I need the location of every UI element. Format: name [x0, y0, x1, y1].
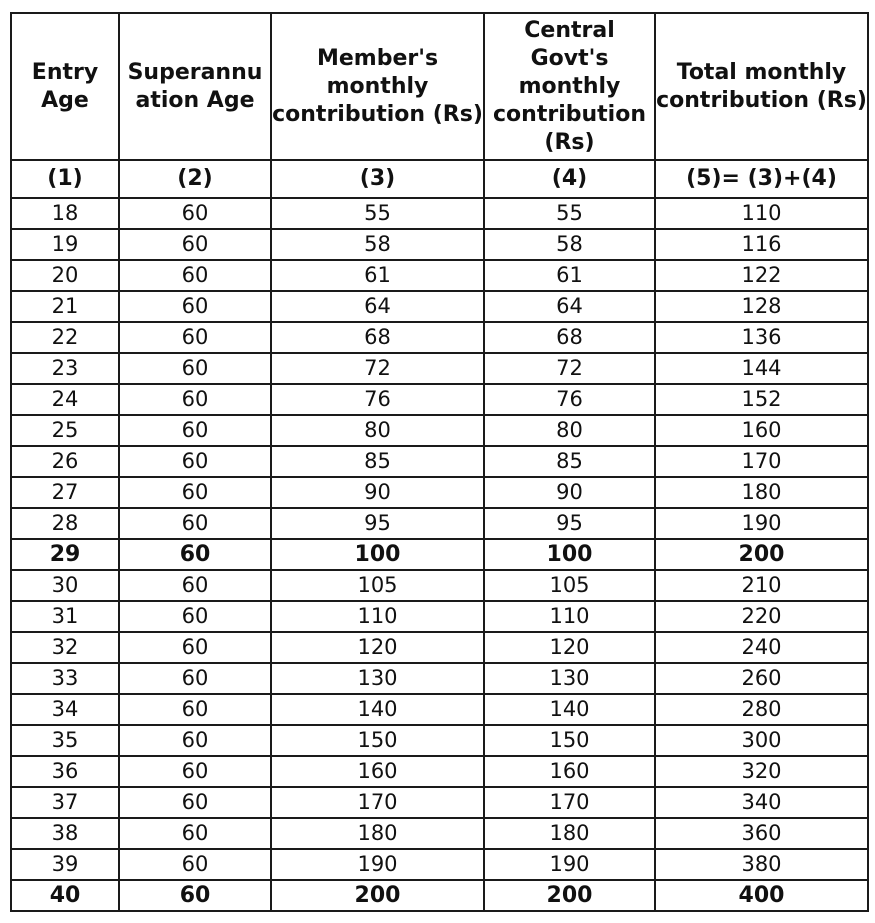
cell-govt-contribution: 85 — [484, 446, 655, 477]
table-row — [11, 446, 868, 477]
cell-govt-contribution: 140 — [484, 694, 655, 725]
cell-govt-contribution: 95 — [484, 508, 655, 539]
cell-total-contribution: 360 — [655, 818, 868, 849]
cell-entry-age: 25 — [11, 415, 119, 446]
table-body — [11, 198, 868, 911]
cell-govt-contribution: 64 — [484, 291, 655, 322]
cell-superannuation-age: 60 — [119, 601, 271, 632]
table-row — [11, 725, 868, 756]
cell-total-contribution: 180 — [655, 477, 868, 508]
cell-member-contribution: 190 — [271, 849, 484, 880]
cell-entry-age: 38 — [11, 818, 119, 849]
cell-entry-age: 28 — [11, 508, 119, 539]
cell-total-contribution: 380 — [655, 849, 868, 880]
cell-total-contribution: 300 — [655, 725, 868, 756]
cell-govt-contribution: 180 — [484, 818, 655, 849]
cell-govt-contribution: 130 — [484, 663, 655, 694]
contribution-table — [10, 12, 869, 912]
cell-superannuation-age: 60 — [119, 508, 271, 539]
cell-govt-contribution: 76 — [484, 384, 655, 415]
cell-member-contribution: 170 — [271, 787, 484, 818]
cell-entry-age: 37 — [11, 787, 119, 818]
table-row — [11, 539, 868, 570]
cell-entry-age: 35 — [11, 725, 119, 756]
cell-entry-age: 20 — [11, 260, 119, 291]
cell-member-contribution: 200 — [271, 880, 484, 911]
cell-entry-age: 22 — [11, 322, 119, 353]
cell-total-contribution: 170 — [655, 446, 868, 477]
table-row — [11, 477, 868, 508]
table-row — [11, 632, 868, 663]
table-row — [11, 198, 868, 229]
table-row — [11, 322, 868, 353]
table-row — [11, 260, 868, 291]
cell-superannuation-age: 60 — [119, 384, 271, 415]
cell-total-contribution: 160 — [655, 415, 868, 446]
cell-member-contribution: 95 — [271, 508, 484, 539]
cell-member-contribution: 76 — [271, 384, 484, 415]
header-superannuation-age: Superannu ation Age — [119, 13, 271, 160]
cell-govt-contribution: 55 — [484, 198, 655, 229]
table-row — [11, 415, 868, 446]
cell-govt-contribution: 160 — [484, 756, 655, 787]
cell-member-contribution: 72 — [271, 353, 484, 384]
table-row — [11, 570, 868, 601]
cell-total-contribution: 340 — [655, 787, 868, 818]
cell-superannuation-age: 60 — [119, 229, 271, 260]
table-row — [11, 694, 868, 725]
cell-member-contribution: 80 — [271, 415, 484, 446]
column-number: (1) — [11, 160, 119, 198]
cell-entry-age: 34 — [11, 694, 119, 725]
column-number: (4) — [484, 160, 655, 198]
column-number: (5)= (3)+(4) — [655, 160, 868, 198]
cell-superannuation-age: 60 — [119, 756, 271, 787]
cell-govt-contribution: 105 — [484, 570, 655, 601]
cell-total-contribution: 210 — [655, 570, 868, 601]
table-row — [11, 229, 868, 260]
cell-member-contribution: 61 — [271, 260, 484, 291]
cell-member-contribution: 120 — [271, 632, 484, 663]
cell-member-contribution: 105 — [271, 570, 484, 601]
cell-member-contribution: 85 — [271, 446, 484, 477]
cell-superannuation-age: 60 — [119, 787, 271, 818]
table-row — [11, 880, 868, 911]
cell-govt-contribution: 68 — [484, 322, 655, 353]
cell-govt-contribution: 100 — [484, 539, 655, 570]
cell-govt-contribution: 120 — [484, 632, 655, 663]
cell-superannuation-age: 60 — [119, 818, 271, 849]
header-govt-contribution: Central Govt's monthly contribution (Rs) — [484, 13, 655, 160]
cell-superannuation-age: 60 — [119, 260, 271, 291]
contribution-table-container — [10, 12, 867, 912]
cell-member-contribution: 150 — [271, 725, 484, 756]
cell-member-contribution: 68 — [271, 322, 484, 353]
cell-govt-contribution: 72 — [484, 353, 655, 384]
cell-superannuation-age: 60 — [119, 322, 271, 353]
cell-superannuation-age: 60 — [119, 446, 271, 477]
cell-member-contribution: 64 — [271, 291, 484, 322]
cell-entry-age: 33 — [11, 663, 119, 694]
cell-entry-age: 30 — [11, 570, 119, 601]
cell-entry-age: 18 — [11, 198, 119, 229]
cell-govt-contribution: 170 — [484, 787, 655, 818]
cell-entry-age: 21 — [11, 291, 119, 322]
table-row — [11, 663, 868, 694]
cell-superannuation-age: 60 — [119, 539, 271, 570]
cell-entry-age: 40 — [11, 880, 119, 911]
header-row — [11, 13, 868, 160]
cell-total-contribution: 128 — [655, 291, 868, 322]
cell-member-contribution: 180 — [271, 818, 484, 849]
cell-member-contribution: 55 — [271, 198, 484, 229]
cell-entry-age: 32 — [11, 632, 119, 663]
cell-superannuation-age: 60 — [119, 291, 271, 322]
header-entry-age: Entry Age — [11, 13, 119, 160]
table-row — [11, 756, 868, 787]
table-row — [11, 291, 868, 322]
cell-entry-age: 23 — [11, 353, 119, 384]
cell-total-contribution: 280 — [655, 694, 868, 725]
cell-entry-age: 27 — [11, 477, 119, 508]
cell-superannuation-age: 60 — [119, 849, 271, 880]
cell-govt-contribution: 58 — [484, 229, 655, 260]
column-number: (2) — [119, 160, 271, 198]
cell-superannuation-age: 60 — [119, 415, 271, 446]
cell-govt-contribution: 90 — [484, 477, 655, 508]
cell-member-contribution: 140 — [271, 694, 484, 725]
cell-govt-contribution: 61 — [484, 260, 655, 291]
cell-total-contribution: 190 — [655, 508, 868, 539]
cell-superannuation-age: 60 — [119, 198, 271, 229]
cell-superannuation-age: 60 — [119, 880, 271, 911]
table-row — [11, 787, 868, 818]
column-number-row — [11, 160, 868, 198]
table-row — [11, 601, 868, 632]
cell-member-contribution: 58 — [271, 229, 484, 260]
cell-superannuation-age: 60 — [119, 663, 271, 694]
cell-entry-age: 31 — [11, 601, 119, 632]
table-row — [11, 384, 868, 415]
cell-superannuation-age: 60 — [119, 694, 271, 725]
cell-superannuation-age: 60 — [119, 570, 271, 601]
cell-superannuation-age: 60 — [119, 725, 271, 756]
cell-entry-age: 19 — [11, 229, 119, 260]
table-row — [11, 818, 868, 849]
cell-member-contribution: 130 — [271, 663, 484, 694]
cell-total-contribution: 144 — [655, 353, 868, 384]
cell-total-contribution: 260 — [655, 663, 868, 694]
cell-govt-contribution: 190 — [484, 849, 655, 880]
cell-govt-contribution: 110 — [484, 601, 655, 632]
cell-total-contribution: 200 — [655, 539, 868, 570]
cell-total-contribution: 110 — [655, 198, 868, 229]
cell-entry-age: 26 — [11, 446, 119, 477]
column-number: (3) — [271, 160, 484, 198]
cell-member-contribution: 100 — [271, 539, 484, 570]
cell-total-contribution: 122 — [655, 260, 868, 291]
cell-total-contribution: 152 — [655, 384, 868, 415]
table-row — [11, 353, 868, 384]
cell-total-contribution: 320 — [655, 756, 868, 787]
cell-superannuation-age: 60 — [119, 353, 271, 384]
cell-total-contribution: 116 — [655, 229, 868, 260]
cell-member-contribution: 160 — [271, 756, 484, 787]
table-row — [11, 849, 868, 880]
cell-entry-age: 29 — [11, 539, 119, 570]
cell-total-contribution: 240 — [655, 632, 868, 663]
cell-total-contribution: 220 — [655, 601, 868, 632]
cell-total-contribution: 136 — [655, 322, 868, 353]
cell-entry-age: 24 — [11, 384, 119, 415]
cell-superannuation-age: 60 — [119, 632, 271, 663]
cell-member-contribution: 110 — [271, 601, 484, 632]
cell-total-contribution: 400 — [655, 880, 868, 911]
cell-govt-contribution: 150 — [484, 725, 655, 756]
cell-entry-age: 39 — [11, 849, 119, 880]
header-total-contribution: Total monthly contribution (Rs) — [655, 13, 868, 160]
cell-member-contribution: 90 — [271, 477, 484, 508]
table-row — [11, 508, 868, 539]
header-member-contribution: Member's monthly contribution (Rs) — [271, 13, 484, 160]
cell-govt-contribution: 80 — [484, 415, 655, 446]
cell-govt-contribution: 200 — [484, 880, 655, 911]
cell-entry-age: 36 — [11, 756, 119, 787]
cell-superannuation-age: 60 — [119, 477, 271, 508]
